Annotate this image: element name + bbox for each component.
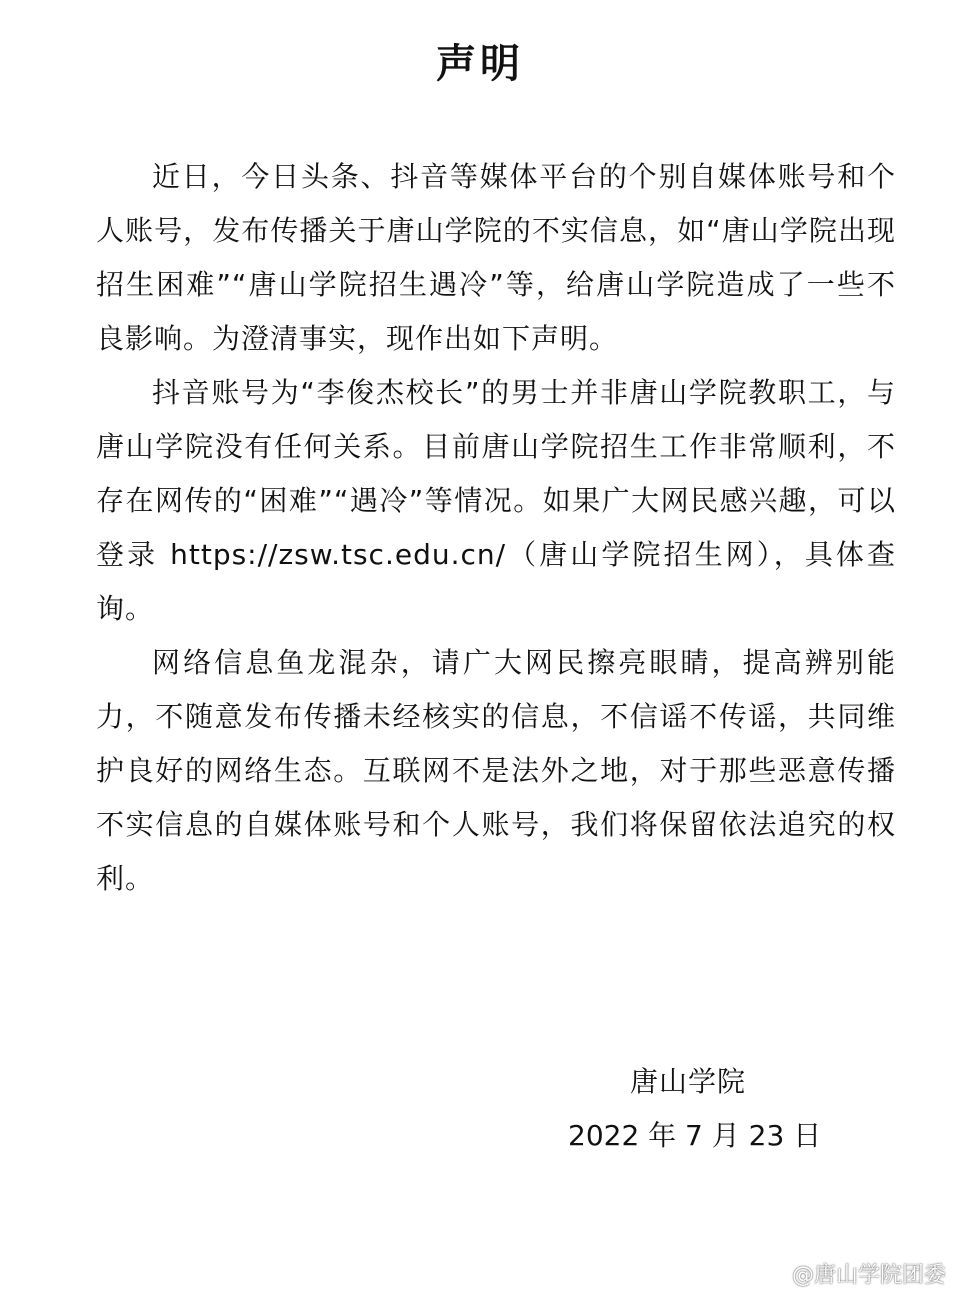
signature-date: 2022 年 7 月 23 日 bbox=[568, 1119, 822, 1152]
paragraph-3: 网络信息鱼龙混杂，请广大网民擦亮眼睛，提高辨别能力，不随意发布传播未经核实的信息，不信谣不传谣，共同维护良好的网络生态。互联网不是法外之地，对于那些恶意传播不实信息的自媒体账号和个人账号，我们将保留依法追究的权利。 bbox=[96, 646, 896, 895]
signature-organization: 唐山学院 bbox=[630, 1065, 747, 1098]
weibo-watermark bbox=[758, 1262, 946, 1290]
paragraph-1: 近日，今日头条、抖音等媒体平台的个别自媒体账号和个人账号，发布传播关于唐山学院的不实信息，如“唐山学院出现招生困难”“唐山学院招生遇冷”等，给唐山学院造成了一些不良影响。为澄清事实，现作出如下声明。 bbox=[96, 160, 896, 355]
watermark-text: @唐山学院团委 bbox=[791, 1263, 946, 1288]
document-title: 声明 bbox=[436, 41, 524, 87]
paragraph-2: 抖音账号为“李俊杰校长”的男士并非唐山学院教职工，与唐山学院没有任何关系。目前唐山学院招生工作非常顺利，不存在网传的“困难”“遇冷”等情况。如果广大网民感兴趣，可以登录 https://zsw.tsc.edu.cn/（唐山学院招生网），具体查询。 bbox=[96, 376, 896, 625]
weibo-icon bbox=[758, 1264, 786, 1288]
document-body bbox=[96, 150, 896, 906]
